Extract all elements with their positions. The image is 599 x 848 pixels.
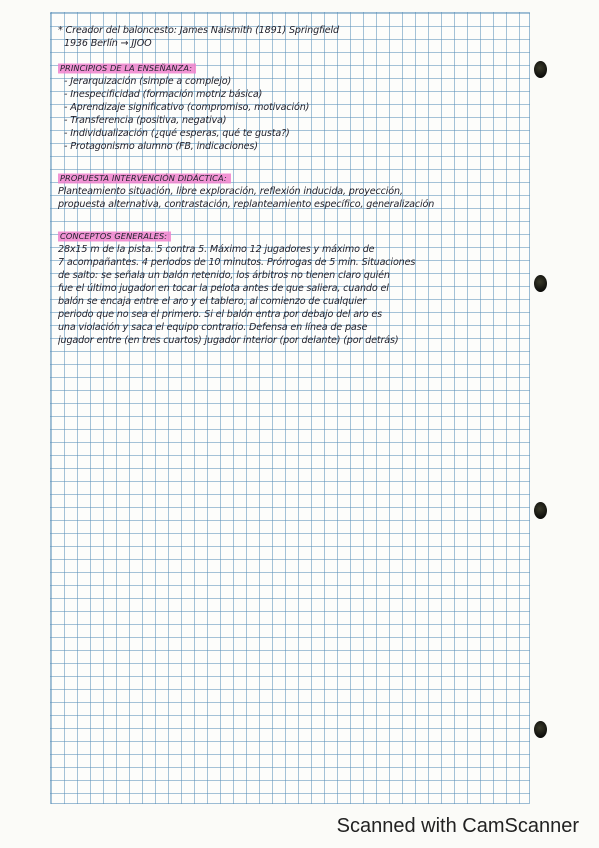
handwritten-notes bbox=[58, 24, 510, 347]
list-item: - Inespecificidad (formación motriz básica) bbox=[64, 89, 263, 100]
note-line: 28x15 m de la pista. 5 contra 5. Máximo 12 jugadores y máximo de bbox=[58, 244, 375, 255]
note-line: 1936 Berlín → JJOO bbox=[64, 38, 152, 49]
binder-hole bbox=[534, 275, 547, 292]
list-item: - Transferencia (positiva, negativa) bbox=[64, 115, 227, 126]
note-line: 7 acompañantes. 4 periodos de 10 minutos. Prórrogas de 5 min. Situaciones bbox=[58, 257, 416, 268]
binder-hole bbox=[534, 502, 547, 519]
note-line: periodo que no sea el primero. Si el balón entra por debajo del aro es bbox=[58, 309, 382, 320]
list-item: - Jerarquización (simple a complejo) bbox=[64, 76, 232, 87]
binder-hole bbox=[534, 721, 547, 738]
note-line: fue el último jugador en tocar la pelota antes de que saliera, cuando el bbox=[58, 283, 389, 294]
section-heading-conceptos: CONCEPTOS GENERALES: bbox=[58, 230, 171, 243]
note-line: una violación y saca el equipo contrario. Defensa en línea de pase bbox=[58, 322, 368, 333]
note-line: balón se encaja entre el aro y el tablero, al comienzo de cualquier bbox=[58, 296, 367, 307]
note-line: jugador entre (en tres cuartos) jugador interior (por delante) (por detrás) bbox=[58, 335, 399, 346]
binder-hole bbox=[534, 61, 547, 78]
list-item: - Protagonismo alumno (FB, indicaciones) bbox=[64, 141, 258, 152]
list-item: - Aprendizaje significativo (compromiso, motivación) bbox=[64, 102, 310, 113]
section-heading-propuesta: PROPUESTA INTERVENCIÓN DIDÁCTICA: bbox=[58, 172, 231, 185]
note-line: Planteamiento situación, libre exploración, reflexión inducida, proyección, bbox=[58, 186, 403, 197]
note-line: de salto: se señala un balón retenido, los árbitros no tienen claro quién bbox=[58, 270, 390, 281]
camscanner-watermark: Scanned with CamScanner bbox=[336, 815, 579, 837]
list-item: - Individualización (¿qué esperas, qué te gusta?) bbox=[64, 128, 290, 139]
note-line: propuesta alternativa, contrastación, replanteamiento específico, generalización bbox=[58, 199, 435, 210]
note-line: * Creador del baloncesto: James Naismith (1891) Springfield bbox=[58, 25, 339, 36]
section-heading-principios: PRINCIPIOS DE LA ENSEÑANZA: bbox=[58, 62, 196, 75]
